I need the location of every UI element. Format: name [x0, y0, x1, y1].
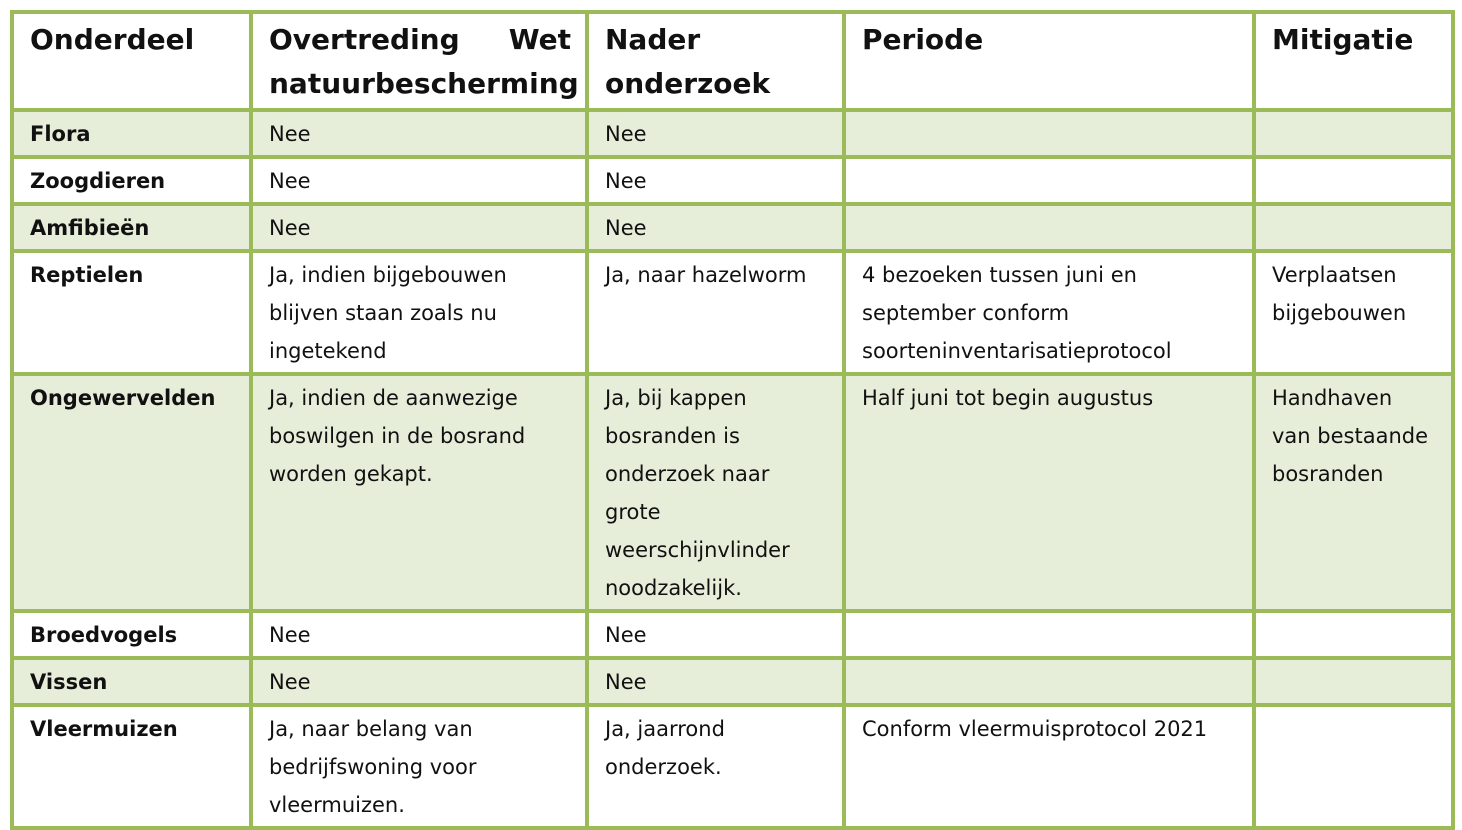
cell-mitigatie	[1254, 658, 1453, 705]
cell-mitigatie: Handhaven van bestaande bosranden	[1254, 374, 1453, 611]
cell-mitigatie	[1254, 157, 1453, 204]
cell-nader-onderzoek: Ja, jaarrond onderzoek.	[587, 705, 844, 828]
table-row	[12, 204, 1453, 251]
cell-onderdeel: Vleermuizen	[12, 705, 251, 828]
column-header-onderdeel: Onderdeel	[12, 12, 251, 110]
cell-nader-onderzoek: Nee	[587, 157, 844, 204]
table-container	[10, 10, 1455, 830]
column-header-periode: Periode	[844, 12, 1254, 110]
cell-periode: Half juni tot begin augustus	[844, 374, 1254, 611]
cell-overtreding: Ja, indien bijgebouwen blijven staan zoals nu ingetekend	[251, 251, 587, 374]
cell-overtreding: Nee	[251, 658, 587, 705]
cell-onderdeel: Broedvogels	[12, 611, 251, 658]
cell-mitigatie	[1254, 110, 1453, 157]
cell-nader-onderzoek: Nee	[587, 110, 844, 157]
cell-periode	[844, 110, 1254, 157]
cell-overtreding: Nee	[251, 157, 587, 204]
table-row	[12, 157, 1453, 204]
cell-overtreding: Nee	[251, 204, 587, 251]
column-header-mitigatie: Mitigatie	[1254, 12, 1453, 110]
cell-mitigatie	[1254, 705, 1453, 828]
header-row	[12, 12, 1453, 110]
species-assessment-table	[10, 10, 1455, 830]
cell-overtreding: Ja, indien de aanwezige boswilgen in de bosrand worden gekapt.	[251, 374, 587, 611]
table-row	[12, 611, 1453, 658]
cell-onderdeel: Flora	[12, 110, 251, 157]
table-row	[12, 705, 1453, 828]
cell-periode	[844, 611, 1254, 658]
cell-onderdeel: Zoogdieren	[12, 157, 251, 204]
cell-onderdeel: Ongewervelden	[12, 374, 251, 611]
column-header-overtreding: Overtreding Wet natuurbescherming	[251, 12, 587, 110]
table-row	[12, 110, 1453, 157]
cell-onderdeel: Amfibieën	[12, 204, 251, 251]
cell-periode: Conform vleermuisprotocol 2021	[844, 705, 1254, 828]
cell-nader-onderzoek: Nee	[587, 611, 844, 658]
table-row	[12, 374, 1453, 611]
cell-mitigatie	[1254, 204, 1453, 251]
cell-nader-onderzoek: Ja, bij kappen bosranden is onderzoek naar grote weerschijnvlinder noodzakelijk.	[587, 374, 844, 611]
cell-periode	[844, 157, 1254, 204]
cell-periode	[844, 204, 1254, 251]
cell-mitigatie	[1254, 611, 1453, 658]
table-row	[12, 251, 1453, 374]
cell-periode	[844, 658, 1254, 705]
cell-overtreding: Nee	[251, 611, 587, 658]
column-header-nader-onderzoek: Nader onderzoek	[587, 12, 844, 110]
cell-onderdeel: Reptielen	[12, 251, 251, 374]
cell-overtreding: Nee	[251, 110, 587, 157]
cell-mitigatie: Verplaatsen bijgebouwen	[1254, 251, 1453, 374]
cell-overtreding: Ja, naar belang van bedrijfswoning voor vleermuizen.	[251, 705, 587, 828]
table-row	[12, 658, 1453, 705]
cell-periode: 4 bezoeken tussen juni en september conform soorteninventarisatieprotocol	[844, 251, 1254, 374]
cell-nader-onderzoek: Nee	[587, 658, 844, 705]
cell-nader-onderzoek: Nee	[587, 204, 844, 251]
cell-nader-onderzoek: Ja, naar hazelworm	[587, 251, 844, 374]
cell-onderdeel: Vissen	[12, 658, 251, 705]
